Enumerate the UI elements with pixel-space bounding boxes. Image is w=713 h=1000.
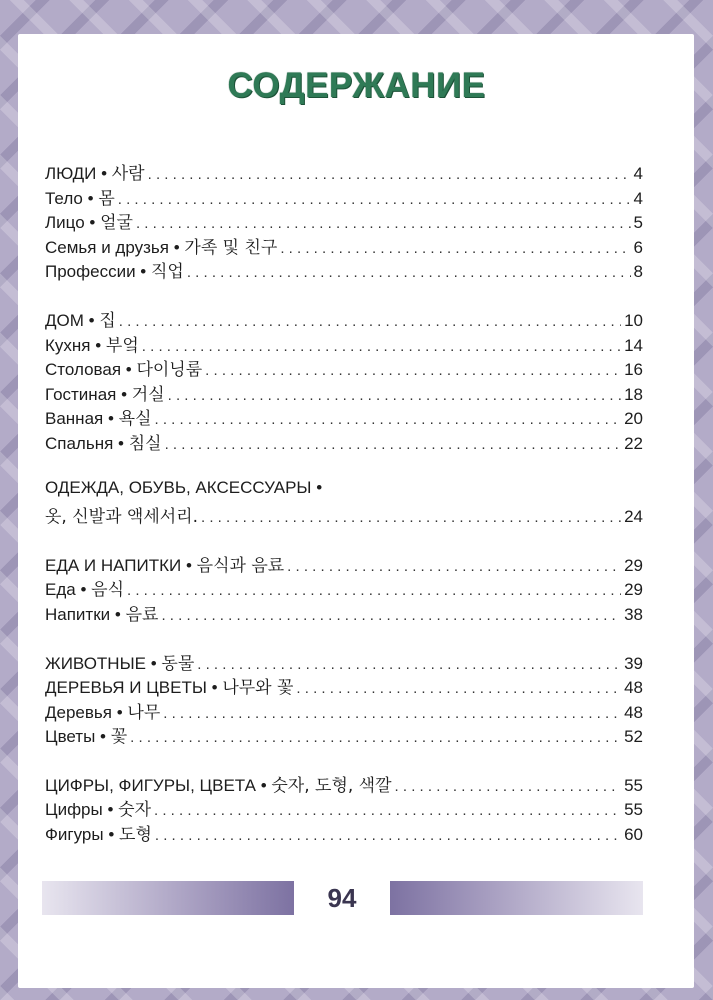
toc-page-number: 55 bbox=[624, 775, 643, 795]
toc-entry-label: Цветы • 꽃 bbox=[45, 727, 128, 748]
toc-page-number: 38 bbox=[624, 604, 643, 624]
toc-entry[interactable] bbox=[45, 795, 643, 820]
toc-leader-dots bbox=[395, 778, 622, 795]
toc-entry[interactable] bbox=[45, 478, 643, 503]
group-spacer bbox=[45, 625, 643, 649]
toc-entry-label: Еда • 음식 bbox=[45, 580, 124, 601]
toc-entry-label: Ванная • 욕실 bbox=[45, 409, 152, 430]
toc-leader-dots bbox=[118, 191, 631, 208]
toc-entry-label: ЛЮДИ • 사람 bbox=[45, 164, 145, 184]
toc-page-number: 39 bbox=[624, 653, 643, 673]
toc-entry[interactable] bbox=[45, 306, 643, 331]
toc-entry[interactable] bbox=[45, 184, 643, 209]
toc-entry-label: Профессии • 직업 bbox=[45, 262, 184, 283]
toc-entry-label: ДОМ • 집 bbox=[45, 310, 116, 331]
toc-entry-label: Деревья • 나무 bbox=[45, 702, 161, 723]
toc-page-number: 14 bbox=[624, 335, 643, 355]
toc-entry[interactable] bbox=[45, 208, 643, 233]
toc-page-number: 22 bbox=[624, 433, 643, 453]
toc-page-number: 6 bbox=[633, 237, 643, 257]
toc-entry-label: ЖИВОТНЫЕ • 동물 bbox=[45, 653, 195, 674]
toc-page-number: 16 bbox=[624, 360, 643, 380]
toc-entry[interactable] bbox=[45, 771, 643, 796]
toc-entry[interactable] bbox=[45, 380, 643, 405]
toc-entry-label: Гостиная • 거실 bbox=[45, 384, 165, 405]
table-of-contents bbox=[45, 159, 643, 845]
toc-entry-label: ЕДА И НАПИТКИ • 음식과 음료 bbox=[45, 555, 285, 576]
toc-leader-dots bbox=[119, 313, 621, 330]
toc-leader-dots bbox=[163, 705, 621, 722]
toc-entry-continuation[interactable] bbox=[45, 502, 643, 527]
toc-entry[interactable] bbox=[45, 575, 643, 600]
toc-leader-dots bbox=[168, 387, 621, 404]
toc-leader-dots bbox=[127, 582, 621, 599]
toc-page-number: 24 bbox=[624, 507, 643, 527]
toc-leader-dots bbox=[142, 338, 621, 355]
toc-entry[interactable] bbox=[45, 404, 643, 429]
toc-entry[interactable] bbox=[45, 673, 643, 698]
toc-entry-label: Тело • 몸 bbox=[45, 188, 115, 209]
toc-leader-dots bbox=[201, 509, 621, 526]
group-spacer bbox=[45, 527, 643, 551]
toc-entry[interactable] bbox=[45, 331, 643, 356]
toc-page-number: 4 bbox=[633, 164, 643, 183]
footer-decorative-bar-left bbox=[42, 881, 294, 915]
toc-leader-dots bbox=[287, 558, 621, 575]
toc-page-number: 10 bbox=[624, 310, 643, 330]
toc-entry[interactable] bbox=[45, 820, 643, 845]
toc-entry[interactable] bbox=[45, 429, 643, 454]
toc-leader-dots bbox=[154, 802, 621, 819]
toc-leader-dots bbox=[136, 215, 631, 232]
toc-entry-label: Спальня • 침실 bbox=[45, 433, 162, 454]
toc-leader-dots bbox=[161, 607, 621, 624]
toc-entry-label: ДЕРЕВЬЯ И ЦВЕТЫ • 나무와 꽃 bbox=[45, 678, 294, 699]
toc-entry[interactable] bbox=[45, 698, 643, 723]
toc-leader-dots bbox=[280, 240, 630, 257]
toc-entry-label: Столовая • 다이닝룸 bbox=[45, 360, 203, 381]
toc-leader-dots bbox=[155, 827, 621, 844]
toc-page-number: 29 bbox=[624, 580, 643, 600]
footer-decorative-bar-right bbox=[390, 881, 643, 915]
toc-page-number: 48 bbox=[624, 702, 643, 722]
toc-page-number: 55 bbox=[624, 800, 643, 820]
toc-leader-dots bbox=[205, 362, 621, 379]
toc-entry-label: 옷, 신발과 액세서리. bbox=[45, 507, 198, 528]
toc-entry[interactable] bbox=[45, 722, 643, 747]
toc-leader-dots bbox=[155, 411, 622, 428]
page-title: СОДЕРЖАНИЕ bbox=[227, 66, 486, 105]
toc-page-number: 29 bbox=[624, 555, 643, 575]
toc-leader-dots bbox=[148, 166, 631, 183]
toc-page-number: 20 bbox=[624, 409, 643, 429]
toc-entry-label: Фигуры • 도형 bbox=[45, 825, 152, 846]
page-number: 94 bbox=[327, 883, 357, 913]
toc-leader-dots bbox=[130, 729, 621, 746]
toc-entry-label: Семья и друзья • 가족 및 친구 bbox=[45, 237, 278, 258]
group-spacer bbox=[45, 282, 643, 306]
toc-leader-dots bbox=[197, 656, 621, 673]
toc-entry[interactable] bbox=[45, 355, 643, 380]
toc-entry[interactable] bbox=[45, 257, 643, 282]
toc-entry-label: Лицо • 얼굴 bbox=[45, 213, 133, 234]
toc-entry[interactable] bbox=[45, 600, 643, 625]
group-spacer bbox=[45, 747, 643, 771]
toc-entry-label: ОДЕЖДА, ОБУВЬ, АКСЕССУАРЫ • bbox=[45, 477, 323, 497]
toc-entry-label: Цифры • 숫자 bbox=[45, 800, 152, 821]
toc-leader-dots bbox=[296, 680, 621, 697]
toc-leader-dots bbox=[165, 436, 621, 453]
toc-entry[interactable] bbox=[45, 649, 643, 674]
toc-page-number: 52 bbox=[624, 727, 643, 747]
toc-page-number: 60 bbox=[624, 825, 643, 845]
toc-entry-label: Напитки • 음료 bbox=[45, 604, 159, 625]
toc-entry[interactable] bbox=[45, 233, 643, 258]
toc-leader-dots bbox=[187, 264, 631, 281]
toc-page-number: 4 bbox=[633, 188, 643, 208]
toc-page-number: 8 bbox=[633, 262, 643, 282]
toc-page-number: 18 bbox=[624, 384, 643, 404]
toc-entry[interactable] bbox=[45, 551, 643, 576]
toc-entry[interactable] bbox=[45, 159, 643, 184]
toc-entry-label: Кухня • 부엌 bbox=[45, 335, 139, 356]
group-spacer bbox=[45, 454, 643, 478]
toc-page-number: 48 bbox=[624, 678, 643, 698]
toc-entry-label: ЦИФРЫ, ФИГУРЫ, ЦВЕТА • 숫자, 도형, 색깔 bbox=[45, 775, 392, 796]
toc-page-number: 5 bbox=[633, 213, 643, 233]
